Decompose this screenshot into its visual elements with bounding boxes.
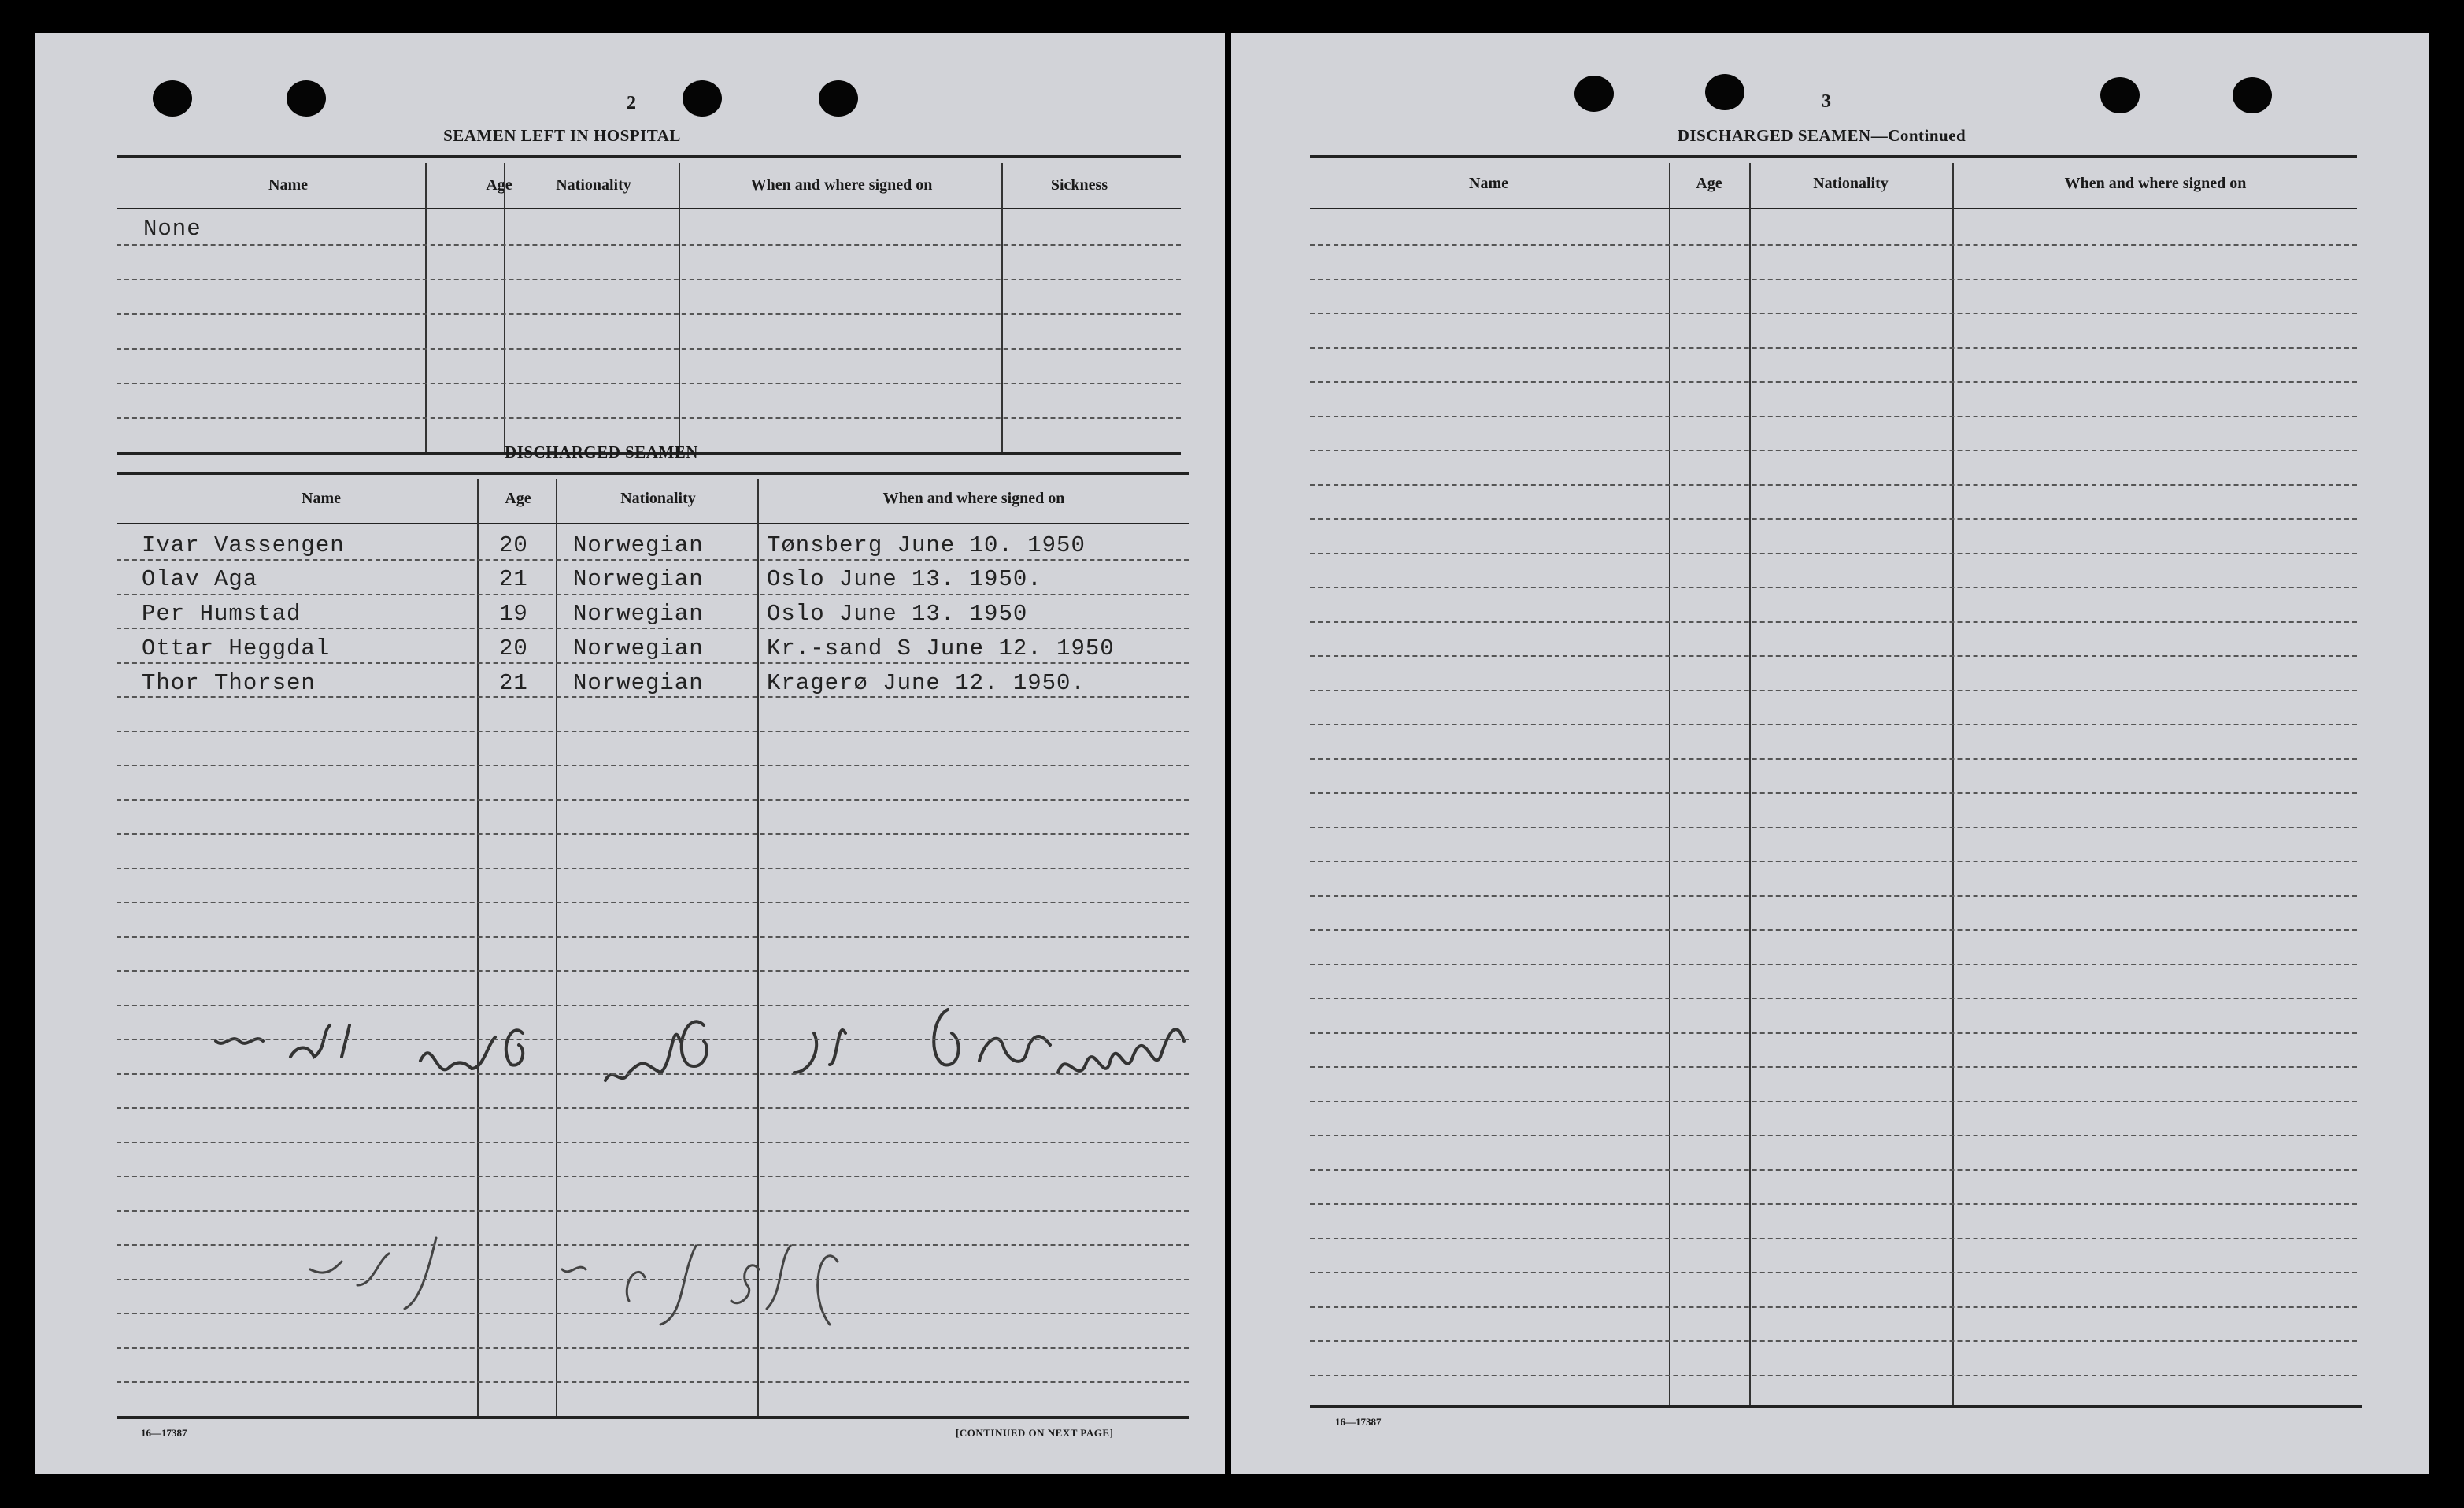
hospital-entry-none: None [143, 216, 202, 242]
col-header-signed-on: When and where signed on [750, 176, 933, 194]
seaman-name: Per Humstad [142, 601, 302, 627]
col-divider [1001, 163, 1003, 454]
continued-note: [CONTINUED ON NEXT PAGE] [956, 1427, 1114, 1439]
bleed-through-handwriting [271, 1214, 869, 1340]
ruling-line [1310, 998, 2357, 999]
header-rule [1310, 208, 2357, 209]
col-divider [425, 163, 427, 454]
ruling-line [117, 1279, 1189, 1280]
ruling-line [1310, 1238, 2357, 1239]
ruling-line [1310, 1375, 2357, 1376]
col-header-nationality: Nationality [620, 490, 696, 507]
seaman-signed-on: Kr.-sand S June 12. 1950 [767, 635, 1115, 661]
ruling-line [1310, 587, 2357, 588]
col-header-sickness: Sickness [1050, 176, 1108, 194]
ruling-line [1310, 1032, 2357, 1034]
ruling-line [117, 1210, 1189, 1212]
left-page [35, 33, 1225, 1474]
ruling-line [117, 313, 1181, 315]
punch-hole [2100, 77, 2140, 113]
punch-hole [153, 80, 192, 117]
seaman-name: Thor Thorsen [142, 670, 316, 696]
bleed-through-handwriting [192, 978, 1215, 1104]
ruling-line [117, 279, 1181, 280]
ruling-line [1310, 655, 2357, 657]
ruling-line [117, 1176, 1189, 1177]
table-bottom-rule [117, 1416, 1189, 1419]
table-top-rule [117, 472, 1189, 475]
ruling-line [1310, 1169, 2357, 1171]
ruling-line [1310, 964, 2357, 965]
ruling-line [1310, 347, 2357, 349]
col-divider [1669, 163, 1670, 1407]
col-divider [1952, 163, 1954, 1407]
ruling-line [1310, 1101, 2357, 1102]
punch-hole [2233, 77, 2272, 113]
ruling-line [1310, 1203, 2357, 1205]
ruling-line [117, 868, 1189, 869]
ruling-line [1310, 861, 2357, 862]
seaman-nationality: Norwegian [573, 670, 704, 696]
seaman-name: Ottar Heggdal [142, 635, 331, 661]
ruling-line [117, 244, 1181, 246]
seaman-nationality: Norwegian [573, 566, 704, 592]
seaman-signed-on: Kragerø June 12. 1950. [767, 670, 1086, 696]
seaman-nationality: Norwegian [573, 532, 704, 558]
ruling-line [117, 348, 1181, 350]
ruling-line [117, 936, 1189, 938]
ruling-line [117, 731, 1189, 732]
seaman-nationality: Norwegian [573, 635, 704, 661]
ruling-line [1310, 1066, 2357, 1068]
punch-hole [819, 80, 858, 117]
form-number: 16—17387 [141, 1427, 187, 1439]
ruling-line [117, 662, 1189, 664]
col-header-name: Name [268, 176, 308, 194]
ruling-line [1310, 1135, 2357, 1136]
page-number: 3 [1822, 91, 1831, 112]
col-header-age: Age [486, 176, 512, 194]
col-header-nationality: Nationality [556, 176, 631, 194]
ruling-line [1310, 244, 2357, 246]
punch-hole [1574, 76, 1614, 112]
discharged-section-title: DISCHARGED SEAMEN [505, 443, 698, 461]
seaman-name: Olav Aga [142, 566, 258, 592]
ruling-line [1310, 1272, 2357, 1273]
discharged-continued-title [1585, 126, 2058, 146]
hospital-section-title: SEAMEN LEFT IN HOSPITAL [443, 126, 681, 145]
table-top-rule [1310, 155, 2357, 158]
ruling-line [1310, 1306, 2357, 1308]
seaman-age: 19 [499, 601, 528, 627]
seaman-age: 20 [499, 532, 528, 558]
ruling-line [117, 799, 1189, 801]
ruling-line [117, 1073, 1189, 1075]
seaman-age: 21 [499, 670, 528, 696]
punch-hole [287, 80, 326, 117]
ruling-line [1310, 553, 2357, 554]
seaman-signed-on: Oslo June 13. 1950. [767, 566, 1042, 592]
ruling-line [117, 1244, 1189, 1246]
punch-hole [683, 80, 722, 117]
ruling-line [1310, 279, 2357, 280]
ruling-line [1310, 690, 2357, 691]
seaman-signed-on: Tønsberg June 10. 1950 [767, 532, 1086, 558]
header-rule [117, 208, 1181, 209]
ruling-line [117, 765, 1189, 766]
col-divider [504, 163, 505, 454]
ruling-line [117, 1313, 1189, 1314]
ruling-line [117, 1005, 1189, 1006]
title-suffix: —Continued [1870, 126, 1966, 145]
col-divider [1749, 163, 1751, 1407]
form-number: 16—17387 [1335, 1416, 1382, 1428]
ruling-line [1310, 724, 2357, 725]
punch-hole [1705, 74, 1744, 110]
ruling-line [117, 696, 1189, 698]
ruling-line [1310, 518, 2357, 520]
ruling-line [117, 833, 1189, 835]
col-header-name: Name [302, 490, 341, 507]
ruling-line [1310, 1340, 2357, 1342]
header-rule [117, 523, 1189, 524]
col-header-signed-on: When and where signed on [882, 490, 1065, 507]
ruling-line [1310, 827, 2357, 828]
ruling-line [117, 628, 1189, 629]
ruling-line [117, 902, 1189, 903]
seaman-signed-on: Oslo June 13. 1950 [767, 601, 1028, 627]
ruling-line [117, 594, 1189, 595]
col-divider [679, 163, 680, 454]
ruling-line [1310, 929, 2357, 931]
ruling-line [1310, 758, 2357, 760]
col-header-age: Age [1696, 175, 1722, 192]
seaman-age: 21 [499, 566, 528, 592]
ruling-line [117, 970, 1189, 972]
ruling-line [117, 1142, 1189, 1143]
ruling-line [117, 559, 1189, 561]
right-page [1231, 33, 2429, 1474]
ruling-line [117, 1347, 1189, 1349]
ruling-line [1310, 313, 2357, 314]
table-top-rule [117, 155, 1181, 158]
ruling-line [1310, 621, 2357, 623]
seaman-age: 20 [499, 635, 528, 661]
title-main: DISCHARGED SEAMEN [1677, 126, 1871, 145]
ruling-line [117, 1381, 1189, 1383]
col-header-signed-on: When and where signed on [2064, 175, 2247, 192]
ruling-line [117, 1039, 1189, 1040]
ruling-line [117, 1107, 1189, 1109]
ruling-line [1310, 484, 2357, 486]
ruling-line [117, 383, 1181, 384]
ruling-line [1310, 895, 2357, 897]
ruling-line [1310, 381, 2357, 383]
seaman-name: Ivar Vassengen [142, 532, 345, 558]
table-bottom-rule [1310, 1405, 2362, 1408]
ruling-line [1310, 450, 2357, 451]
page-number: 2 [627, 93, 636, 113]
ruling-line [117, 417, 1181, 419]
col-header-name: Name [1469, 175, 1508, 192]
col-header-age: Age [505, 490, 531, 507]
ruling-line [1310, 416, 2357, 417]
ruling-line [1310, 792, 2357, 794]
col-header-nationality: Nationality [1813, 175, 1889, 192]
seaman-nationality: Norwegian [573, 601, 704, 627]
